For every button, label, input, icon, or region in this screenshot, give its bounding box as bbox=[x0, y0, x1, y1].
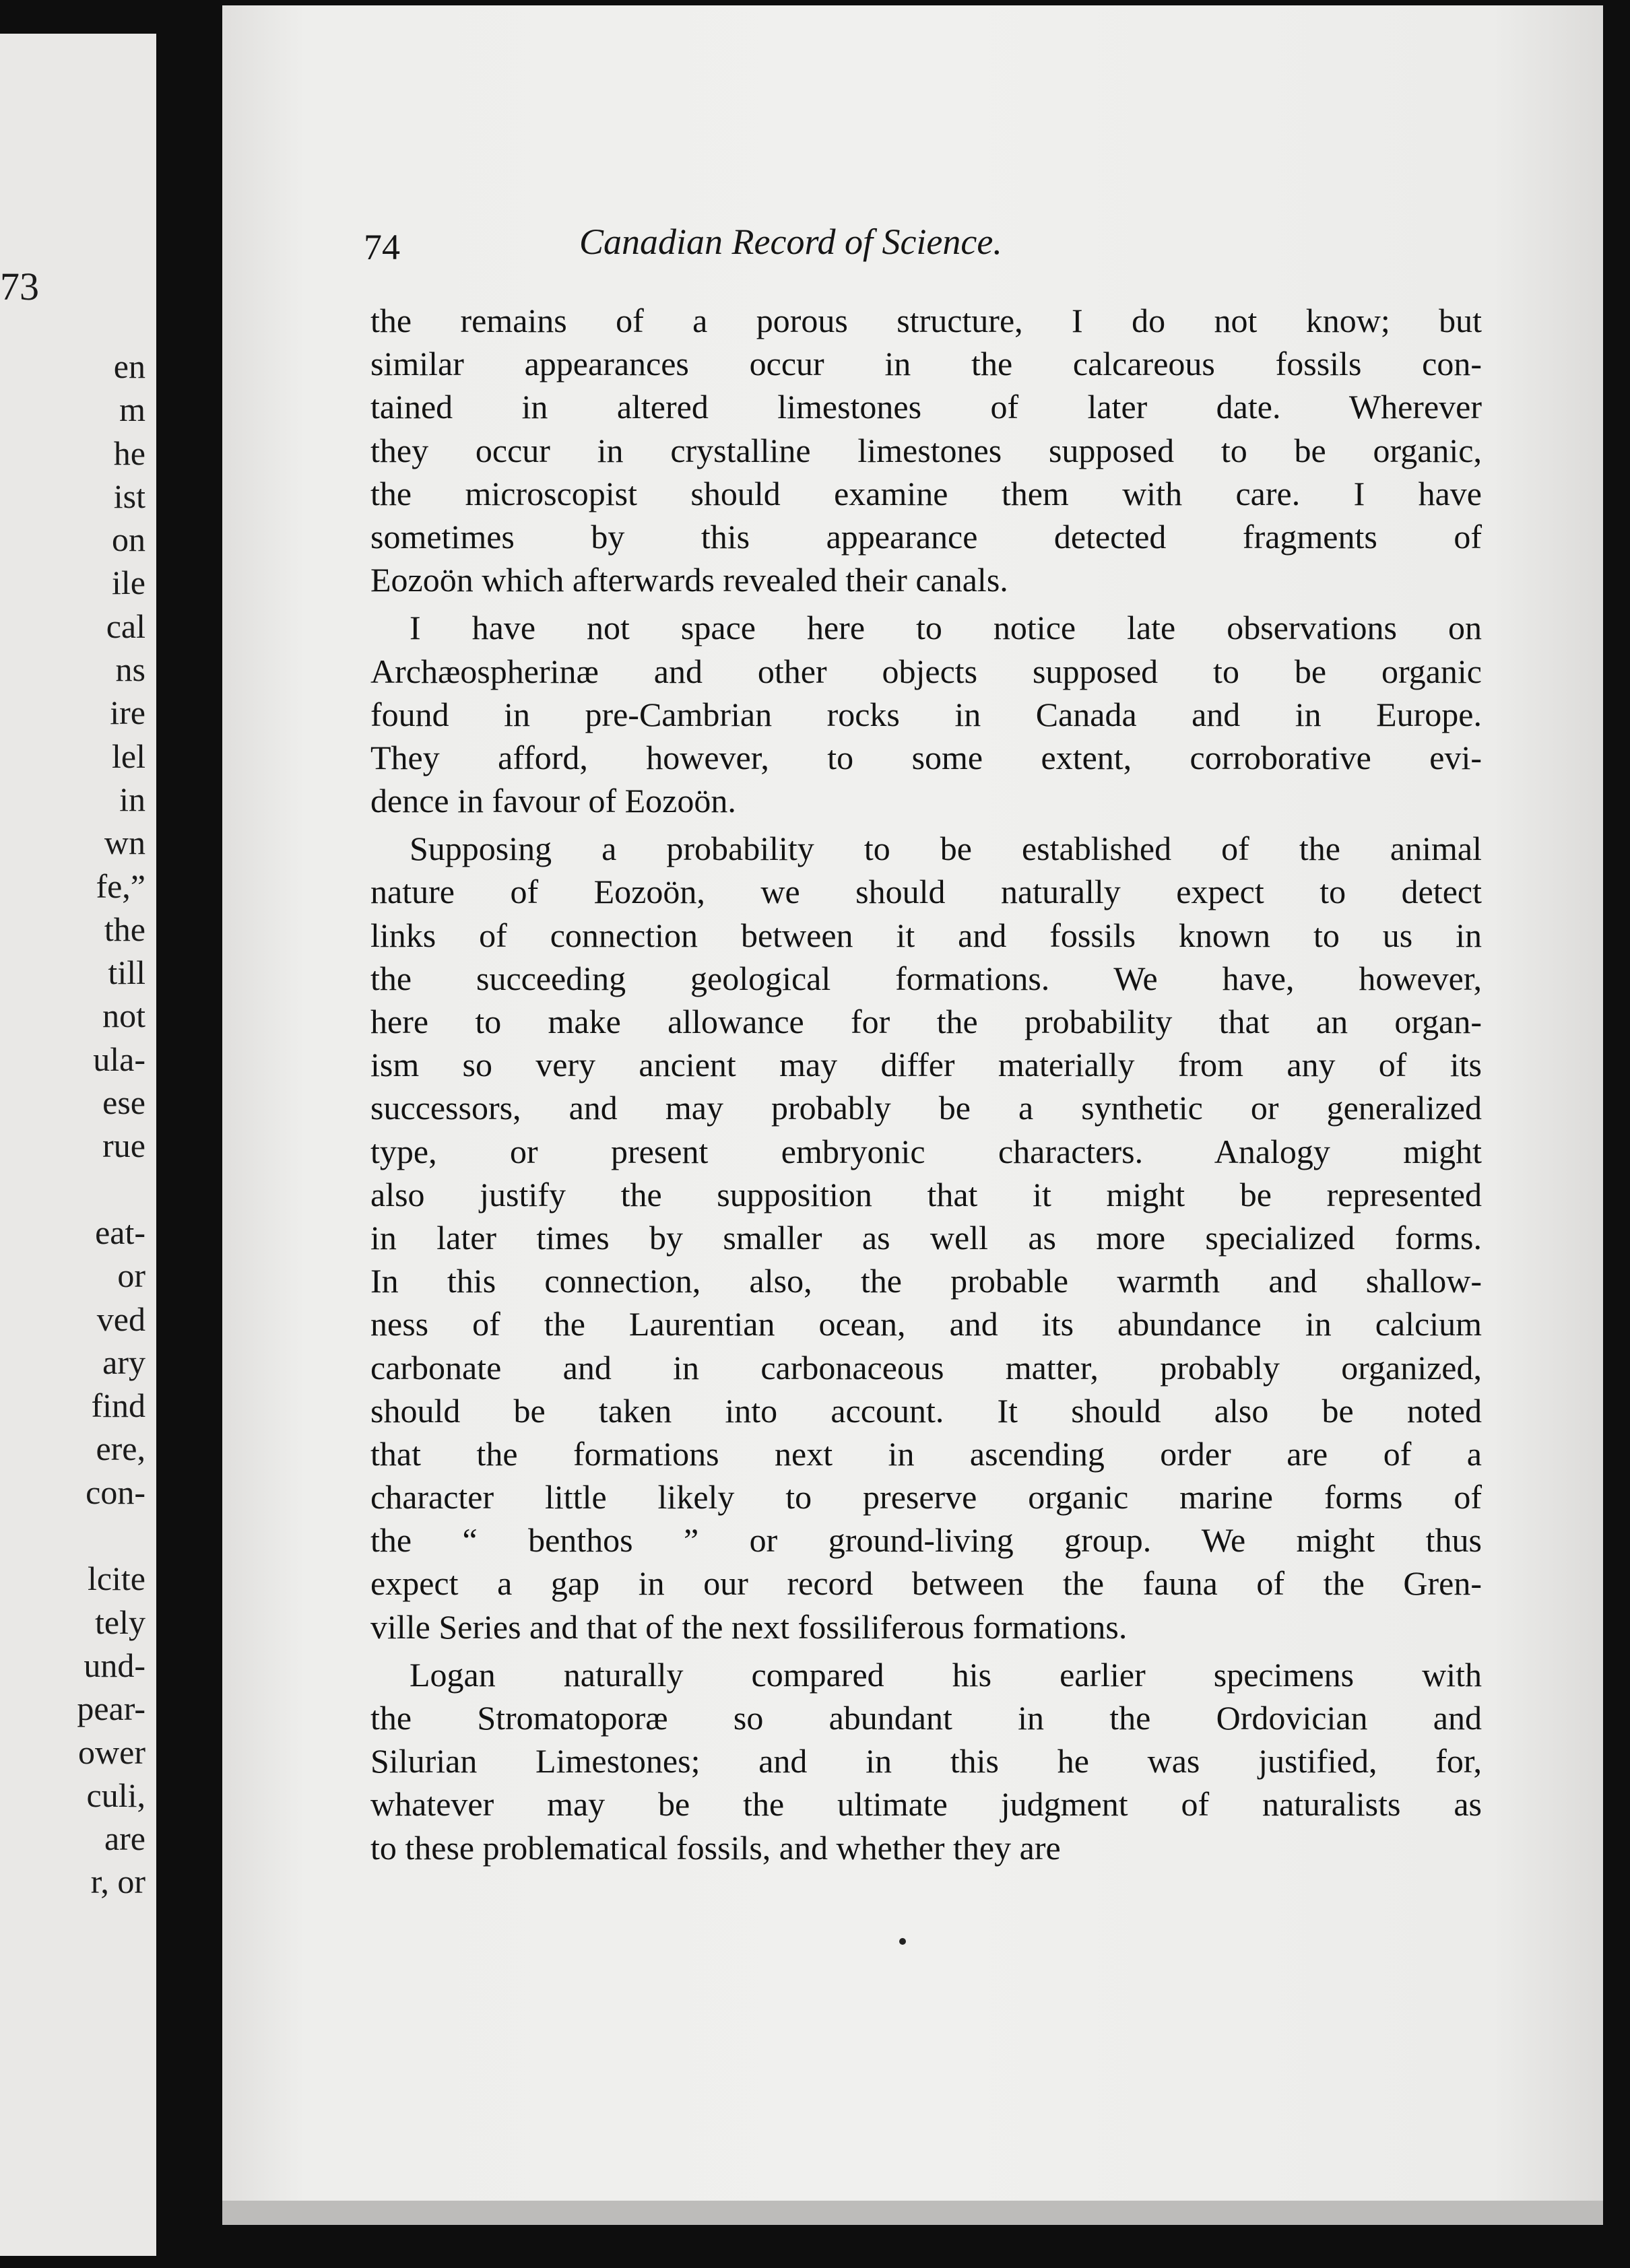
previous-page-line-fragment: tely bbox=[95, 1603, 145, 1641]
previous-page-line-fragment: not bbox=[102, 997, 145, 1035]
previous-page-line-fragment: m bbox=[119, 391, 145, 429]
previous-page-line-fragment: find bbox=[91, 1387, 145, 1425]
previous-page-line-fragment: ese bbox=[102, 1083, 145, 1122]
previous-page-line-fragment: con- bbox=[86, 1473, 145, 1511]
text-line: nature of Eozoön, we should naturally expect to detect bbox=[370, 873, 1482, 911]
text-line: They afford, however, to some extent, corroborative evi- bbox=[370, 738, 1482, 776]
text-line: Eozoön which afterwards revealed their canals. bbox=[370, 561, 1008, 599]
text-line: the succeeding geological formations. We have, however, bbox=[370, 959, 1482, 997]
previous-page-line-fragment: und- bbox=[84, 1646, 145, 1684]
previous-page-line-fragment: or bbox=[117, 1257, 145, 1295]
text-line: the microscopist should examine them with care. I have bbox=[370, 474, 1482, 512]
previous-page-line-fragment: cal bbox=[106, 607, 145, 645]
previous-page-line-fragment: till bbox=[108, 954, 145, 992]
previous-page-line-fragment: the bbox=[104, 910, 145, 948]
previous-page-line-fragments bbox=[0, 345, 145, 1904]
page-speck bbox=[899, 1938, 906, 1945]
previous-page-fragment bbox=[0, 34, 156, 2256]
previous-page-line-fragment: ile bbox=[112, 564, 145, 602]
previous-page-line-fragment: eat- bbox=[95, 1213, 145, 1251]
text-line: In this connection, also, the probable warmth and shallow- bbox=[370, 1262, 1482, 1300]
text-line: to these problematical fossils, and whether they are bbox=[370, 1828, 1061, 1867]
text-line: found in pre-Cambrian rocks in Canada and in Europe. bbox=[370, 695, 1482, 733]
previous-page-line-fragment: on bbox=[112, 521, 145, 559]
previous-page-line-fragment: lel bbox=[112, 737, 145, 775]
previous-page-line-fragment: ower bbox=[78, 1733, 145, 1771]
text-line: also justify the supposition that it might be represented bbox=[370, 1175, 1482, 1213]
paragraph bbox=[370, 827, 1482, 1648]
text-line: here to make allowance for the probability that an organ- bbox=[370, 1003, 1482, 1040]
text-line: whatever may be the ultimate judgment of naturalists as bbox=[370, 1785, 1482, 1824]
previous-page-line-fragment: ire bbox=[110, 694, 145, 732]
previous-page-line-fragment: are bbox=[104, 1820, 145, 1858]
book-page bbox=[222, 5, 1603, 2201]
text-line: sometimes by this appearance detected fragments of bbox=[370, 517, 1482, 556]
text-line: Supposing a probability to be established of the animal bbox=[410, 830, 1482, 868]
text-line: should be taken into account. It should also be noted bbox=[370, 1391, 1482, 1430]
page-bottom-edge bbox=[222, 2201, 1603, 2225]
previous-page-line-fragment: wn bbox=[104, 824, 145, 862]
previous-page-line-fragment: ns bbox=[115, 651, 145, 689]
text-line: Logan naturally compared his earlier specimens with bbox=[410, 1655, 1482, 1694]
text-line: the remains of a porous structure, I do not know; but bbox=[370, 302, 1482, 339]
text-line: Silurian Limestones; and in this he was justified, for, bbox=[370, 1742, 1482, 1780]
text-line: the “ benthos ” or ground-living group. We might thus bbox=[370, 1521, 1482, 1560]
text-line: dence in favour of Eozoön. bbox=[370, 782, 736, 820]
text-line: I have not space here to notice late observations on bbox=[410, 609, 1482, 647]
previous-page-line-fragment: pear- bbox=[77, 1690, 145, 1728]
text-line: character little likely to preserve organic marine forms of bbox=[370, 1478, 1482, 1516]
page-number: 74 bbox=[364, 227, 400, 267]
previous-page-line-fragment: ist bbox=[113, 477, 145, 515]
text-line: similar appearances occur in the calcareous fossils con- bbox=[370, 345, 1482, 383]
previous-page-line-fragment: fe,” bbox=[96, 867, 145, 905]
previous-page-line-fragment: he bbox=[113, 434, 145, 472]
previous-page-line-fragment: rue bbox=[102, 1127, 145, 1165]
text-line: in later times by smaller as well as more specialized forms. bbox=[370, 1218, 1482, 1257]
previous-page-line-fragment: ved bbox=[96, 1300, 145, 1338]
previous-page-line-fragment: en bbox=[113, 347, 145, 385]
body-text bbox=[370, 299, 1482, 1874]
previous-page-line-fragment: lcite bbox=[87, 1560, 145, 1598]
text-line: they occur in crystalline limestones supposed to be organic, bbox=[370, 431, 1482, 469]
text-line: tained in altered limestones of later date. Wherever bbox=[370, 388, 1482, 426]
text-line: ness of the Laurentian ocean, and its abundance in calcium bbox=[370, 1305, 1482, 1343]
paragraph bbox=[370, 606, 1482, 822]
text-line: expect a gap in our record between the fauna of the Gren- bbox=[370, 1564, 1482, 1603]
scan-shadow bbox=[222, 2225, 1610, 2268]
previous-page-line-fragment: ere, bbox=[96, 1430, 145, 1468]
text-line: Archæospherinæ and other objects supposed to be organic bbox=[370, 652, 1482, 690]
text-line: carbonate and in carbonaceous matter, probably organized, bbox=[370, 1348, 1482, 1387]
paragraph bbox=[370, 299, 1482, 601]
previous-page-line-fragment bbox=[0, 1514, 145, 1557]
text-line: that the formations next in ascending order are of a bbox=[370, 1434, 1482, 1473]
running-head: Canadian Record of Science. bbox=[579, 222, 1002, 262]
previous-page-line-fragment: ary bbox=[102, 1343, 145, 1381]
previous-page-number: 73 bbox=[0, 265, 39, 308]
previous-page-line-fragment: ula- bbox=[93, 1040, 145, 1078]
text-line: ism so very ancient may differ materially from any of its bbox=[370, 1046, 1482, 1084]
paragraph bbox=[370, 1653, 1482, 1869]
previous-page-line-fragment: culi, bbox=[86, 1776, 145, 1814]
text-line: type, or present embryonic characters. Analogy might bbox=[370, 1132, 1482, 1170]
text-line: ville Series and that of the next fossiliferous formations. bbox=[370, 1607, 1128, 1646]
text-line: links of connection between it and fossils known to us in bbox=[370, 916, 1482, 954]
previous-page-line-fragment: in bbox=[119, 780, 145, 818]
text-line: the Stromatoporæ so abundant in the Ordovician and bbox=[370, 1699, 1482, 1737]
previous-page-line-fragment: r, or bbox=[90, 1863, 145, 1901]
text-line: successors, and may probably be a synthetic or generalized bbox=[370, 1089, 1482, 1127]
previous-page-line-fragment bbox=[0, 1168, 145, 1211]
